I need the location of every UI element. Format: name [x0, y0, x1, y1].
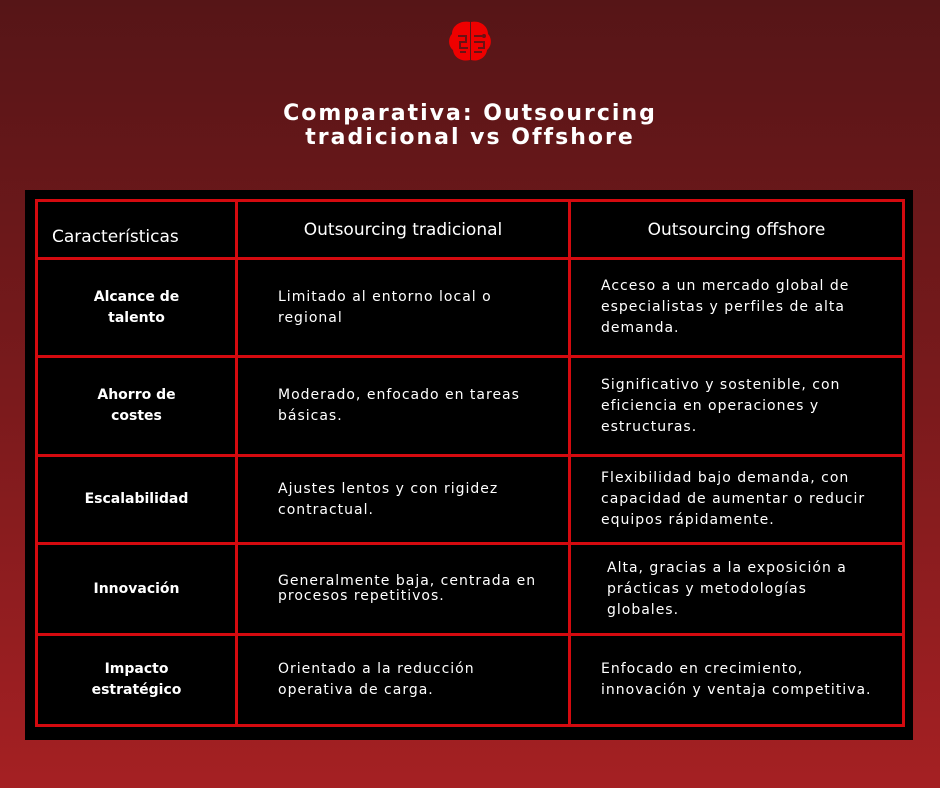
table-row — [37, 544, 904, 635]
row-label: Ahorro de costes — [37, 357, 237, 456]
page-title — [0, 102, 940, 150]
row-label: Escalabilidad — [37, 456, 237, 544]
offshore-cell: Enfocado en crecimiento, innovación y ventaja competitiva. — [570, 635, 904, 726]
offshore-cell: Significativo y sostenible, con eficiencia en operaciones y estructuras. — [570, 357, 904, 456]
comparison-panel — [25, 190, 913, 740]
table-row — [37, 456, 904, 544]
header-characteristics: Características — [37, 201, 237, 259]
table-row — [37, 357, 904, 456]
title-line-1: Comparativa: Outsourcing — [283, 101, 657, 126]
traditional-cell: Moderado, enfocado en tareas básicas. — [237, 357, 570, 456]
traditional-cell: Generalmente baja, centrada en procesos repetitivos. — [237, 544, 570, 635]
header-traditional: Outsourcing tradicional — [237, 201, 570, 259]
table-row — [37, 259, 904, 357]
brain-logo-icon — [446, 18, 494, 64]
row-label: Alcance de talento — [37, 259, 237, 357]
row-label: Impacto estratégico — [37, 635, 237, 726]
header-offshore: Outsourcing offshore — [570, 201, 904, 259]
offshore-cell: Acceso a un mercado global de especialistas y perfiles de alta demanda. — [570, 259, 904, 357]
comparison-table — [35, 199, 905, 727]
table-row — [37, 635, 904, 726]
offshore-cell: Alta, gracias a la exposición a prácticas y metodologías globales. — [570, 544, 904, 635]
traditional-cell: Ajustes lentos y con rigidez contractual. — [237, 456, 570, 544]
offshore-cell: Flexibilidad bajo demanda, con capacidad de aumentar o reducir equipos rápidamente. — [570, 456, 904, 544]
row-label: Innovación — [37, 544, 237, 635]
title-line-2: tradicional vs Offshore — [305, 125, 635, 150]
traditional-cell: Orientado a la reducción operativa de carga. — [237, 635, 570, 726]
header-row — [37, 201, 904, 259]
traditional-cell: Limitado al entorno local o regional — [237, 259, 570, 357]
